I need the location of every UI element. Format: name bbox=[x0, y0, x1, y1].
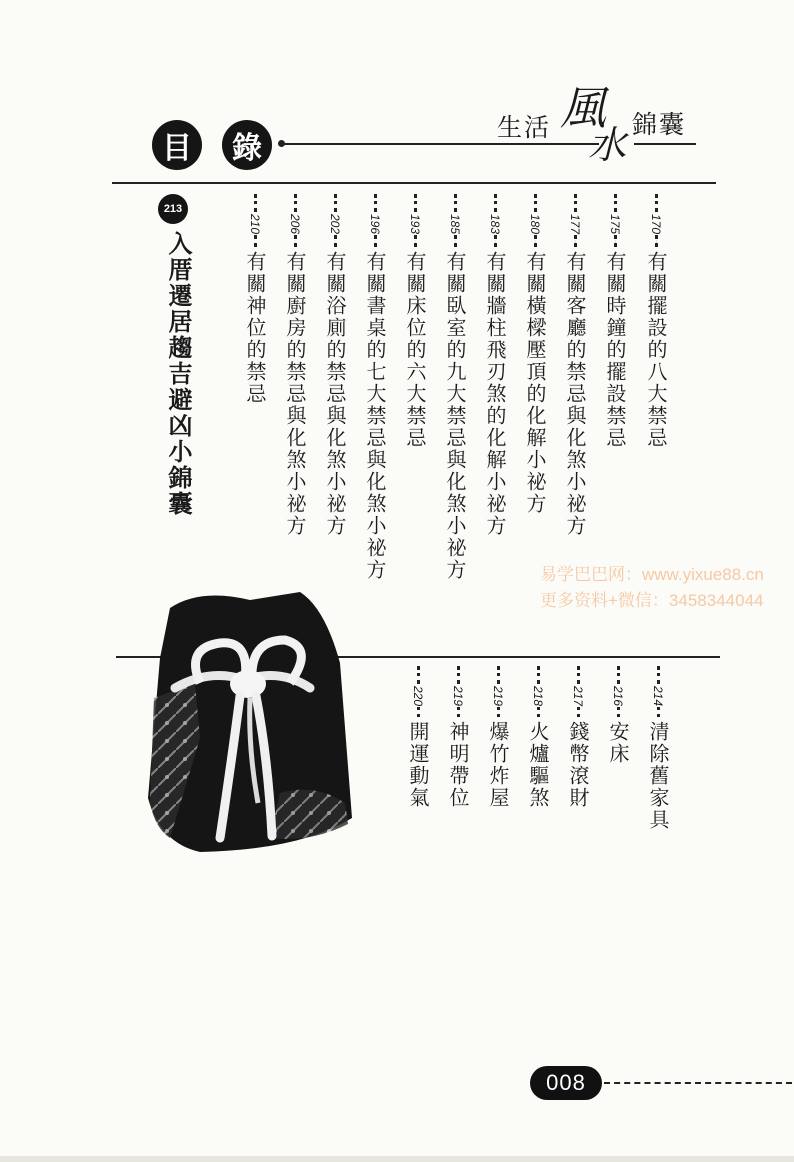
toc-title: 有關擺設的八大禁忌 bbox=[644, 251, 668, 450]
toc-title: 有關廚房的禁忌與化煞小祕方 bbox=[283, 251, 307, 538]
toc-entry[interactable] bbox=[404, 666, 432, 809]
leader-dots bbox=[617, 707, 620, 717]
toc-page-number: 216 bbox=[611, 686, 625, 707]
toc-title: 錢幣滾財 bbox=[566, 721, 590, 810]
toc-title: 有關書桌的七大禁忌與化煞小祕方 bbox=[363, 251, 387, 582]
toc-page-number: 214 bbox=[651, 686, 665, 707]
toc-page-number: 177 bbox=[568, 214, 582, 235]
footer-dashed-rule bbox=[604, 1082, 792, 1084]
leader-dots bbox=[254, 235, 257, 247]
toc-entry[interactable] bbox=[601, 194, 629, 449]
toc-page-number: 219 bbox=[491, 686, 505, 707]
leader-dots bbox=[414, 235, 417, 247]
title-char-2: 錄 bbox=[222, 120, 272, 170]
toc-page-number: 202 bbox=[328, 214, 342, 235]
leader-dots bbox=[537, 707, 540, 717]
toc-title: 有關牆柱飛刃煞的化解小祕方 bbox=[483, 251, 507, 538]
toc-page-number: 175 bbox=[608, 214, 622, 235]
series-title-part-4: 錦囊 bbox=[632, 110, 687, 139]
page-number-badge: 008 bbox=[530, 1066, 602, 1100]
leader-dots bbox=[617, 666, 620, 684]
toc-entry[interactable] bbox=[481, 194, 509, 537]
leader-dots bbox=[374, 194, 377, 212]
leader-dots bbox=[574, 194, 577, 212]
leader-dots bbox=[497, 707, 500, 717]
watermark-line-1: 易学巴巴网：www.yixue88.cn bbox=[540, 565, 764, 584]
toc-title: 清除舊家具 bbox=[646, 721, 670, 832]
leader-dots bbox=[534, 235, 537, 247]
toc-title: 有關床位的六大禁忌 bbox=[403, 251, 427, 450]
leader-dots bbox=[454, 194, 457, 212]
title-char-1: 目 bbox=[152, 120, 202, 170]
page-bottom-edge bbox=[0, 1156, 794, 1162]
toc-title: 有關臥室的九大禁忌與化煞小祕方 bbox=[443, 251, 467, 582]
leader-dots bbox=[534, 194, 537, 212]
toc-page-number: 220 bbox=[411, 686, 425, 707]
toc-page-number: 218 bbox=[531, 686, 545, 707]
toc-page-number: 180 bbox=[528, 214, 542, 235]
leader-dots bbox=[454, 235, 457, 247]
toc-entry[interactable] bbox=[642, 194, 670, 449]
leader-dots bbox=[457, 666, 460, 684]
leader-dots bbox=[414, 194, 417, 212]
toc-entry[interactable] bbox=[644, 666, 672, 831]
leader-dots bbox=[537, 666, 540, 684]
header-rule bbox=[284, 143, 599, 145]
toc-entry[interactable] bbox=[441, 194, 469, 581]
toc-page-number: 210 bbox=[248, 214, 262, 235]
series-title-part-3: 水 bbox=[588, 123, 627, 167]
leader-dots bbox=[494, 194, 497, 212]
toc-title: 爆竹炸屋 bbox=[486, 721, 510, 810]
toc-entry[interactable] bbox=[321, 194, 349, 537]
section-rule-top bbox=[112, 182, 716, 184]
leader-dots bbox=[574, 235, 577, 247]
amulet-pouch-illustration bbox=[140, 588, 355, 860]
toc-entry[interactable] bbox=[561, 194, 589, 537]
leader-dots bbox=[334, 235, 337, 247]
toc-page-number: 183 bbox=[488, 214, 502, 235]
section-title: 入厝遷居趨吉避凶小錦囊 bbox=[164, 231, 192, 517]
leader-dots bbox=[655, 194, 658, 212]
toc-title: 有關橫樑壓頂的化解小祕方 bbox=[523, 251, 547, 516]
toc-page-number: 196 bbox=[368, 214, 382, 235]
toc-page-number: 206 bbox=[288, 214, 302, 235]
toc-title: 有關客廳的禁忌與化煞小祕方 bbox=[563, 251, 587, 538]
leader-dots bbox=[494, 235, 497, 247]
toc-page-number: 193 bbox=[408, 214, 422, 235]
toc-title: 有關浴廁的禁忌與化煞小祕方 bbox=[323, 251, 347, 538]
toc-page-number: 217 bbox=[571, 686, 585, 707]
leader-dots bbox=[294, 235, 297, 247]
leader-dots bbox=[417, 666, 420, 684]
leader-dots bbox=[657, 707, 660, 717]
series-title-part-1: 生活 bbox=[497, 113, 552, 142]
toc-entry[interactable] bbox=[521, 194, 549, 515]
toc-title: 有關時鐘的擺設禁忌 bbox=[603, 251, 627, 450]
toc-entry[interactable] bbox=[484, 666, 512, 809]
leader-dots bbox=[614, 194, 617, 212]
section-number-badge: 213 bbox=[158, 194, 188, 224]
toc-page-number: 185 bbox=[448, 214, 462, 235]
leader-dots bbox=[577, 666, 580, 684]
toc-entry[interactable] bbox=[444, 666, 472, 809]
toc-entry[interactable] bbox=[604, 666, 632, 765]
toc-title: 安床 bbox=[606, 721, 630, 766]
leader-dots bbox=[577, 707, 580, 717]
toc-entry[interactable] bbox=[361, 194, 389, 581]
series-title-part-2: 風 bbox=[560, 81, 606, 135]
toc-title: 神明帶位 bbox=[446, 721, 470, 810]
header-rule-right bbox=[634, 143, 696, 145]
leader-dots bbox=[657, 666, 660, 684]
leader-dots bbox=[457, 707, 460, 717]
leader-dots bbox=[497, 666, 500, 684]
toc-title: 開運動氣 bbox=[406, 721, 430, 810]
leader-dots bbox=[294, 194, 297, 212]
toc-entry[interactable] bbox=[524, 666, 552, 809]
leader-dots bbox=[254, 194, 257, 212]
leader-dots bbox=[334, 194, 337, 212]
watermark-line-2: 更多资料+微信：3458344044 bbox=[540, 591, 764, 610]
toc-page-number: 219 bbox=[451, 686, 465, 707]
toc-entry[interactable] bbox=[241, 194, 269, 405]
toc-page-number: 170 bbox=[649, 214, 663, 235]
toc-entry[interactable] bbox=[281, 194, 309, 537]
toc-entry[interactable] bbox=[401, 194, 429, 449]
leader-dots bbox=[614, 235, 617, 247]
toc-title: 火爐驅煞 bbox=[526, 721, 550, 810]
toc-entry[interactable] bbox=[564, 666, 592, 809]
leader-dots bbox=[417, 707, 420, 717]
leader-dots bbox=[374, 235, 377, 247]
toc-title: 有關神位的禁忌 bbox=[243, 251, 267, 406]
leader-dots bbox=[655, 235, 658, 247]
